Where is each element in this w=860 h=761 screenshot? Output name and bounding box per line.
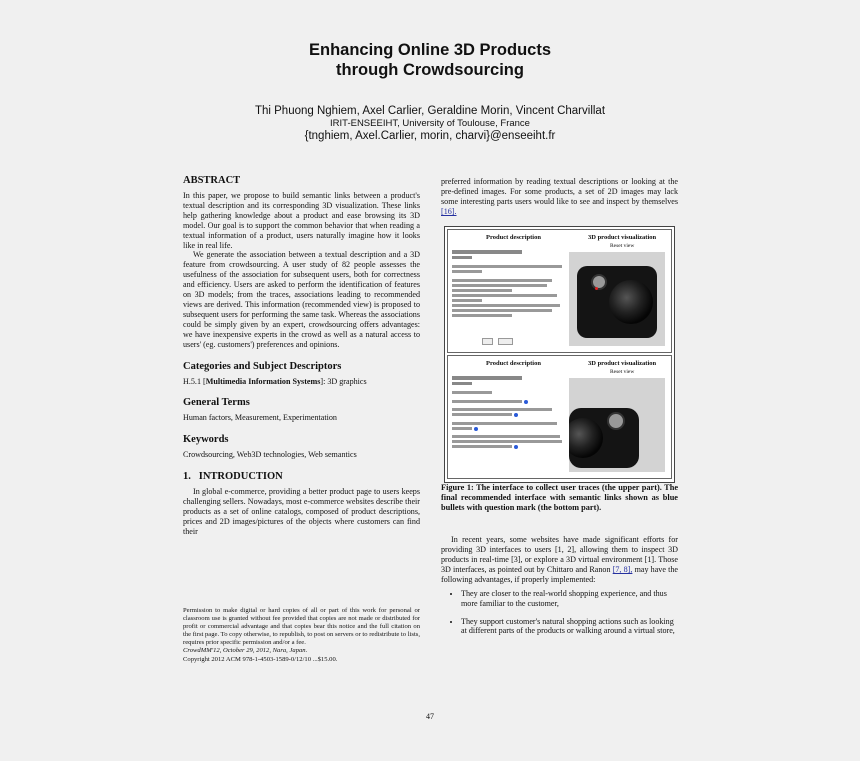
introduction-heading: 1. INTRODUCTION: [183, 471, 283, 483]
text-line: [452, 299, 482, 302]
camera-lens: [609, 280, 653, 324]
top-panel-left-header: Product description: [486, 234, 541, 241]
right-paragraph-1: preferred information by reading textual descriptions or looking at the pre-defined images. For some products, a set of 2D images may lack some interesting parts users would like to see and inspect by themselves [16].: [441, 177, 678, 216]
text-line: [452, 265, 562, 268]
text-line: [452, 256, 472, 259]
paper-title: [0, 40, 860, 80]
text-line: [452, 270, 482, 273]
figure-caption: Figure 1: The interface to collect user traces (the upper part). The final recommended interface with semantic links shown as blue bullets with question mark (the bottom part).: [441, 482, 678, 513]
text-line: [452, 422, 557, 425]
affiliation: IRIT-ENSEEIHT, University of Toulouse, France: [330, 118, 530, 129]
abstract-heading: ABSTRACT: [183, 175, 241, 186]
top-panel-button-1[interactable]: [482, 338, 493, 345]
text-line: [452, 435, 560, 438]
text-line: [452, 413, 512, 416]
bottom-panel-3d-viewer[interactable]: [569, 378, 665, 472]
top-panel-description-scribble: [452, 248, 570, 317]
text-line: [452, 440, 562, 443]
red-marker: [595, 287, 598, 290]
text-line: [452, 376, 522, 380]
copyright-notice: [183, 607, 420, 664]
spacer: [441, 513, 678, 535]
text-line-with-bullet: [452, 427, 570, 433]
keywords-text: Crowdsourcing, Web3D technologies, Web semantics: [183, 450, 357, 460]
figure-1: [444, 226, 675, 483]
text-line: [452, 408, 552, 411]
bottom-panel-reset-view: Reset view: [610, 369, 635, 375]
text-line: [452, 391, 492, 394]
list-item: • They are closer to the real-world shopping experience, and thus more familiar to the customer,: [461, 589, 678, 609]
top-panel-3d-viewer[interactable]: [569, 252, 665, 346]
citation-link-16[interactable]: [16].: [441, 206, 457, 216]
general-terms-text: Human factors, Measurement, Experimentation: [183, 413, 337, 423]
text-line: [452, 400, 522, 403]
title-line-2: through Crowdsourcing: [336, 61, 524, 79]
text-line: [452, 284, 547, 287]
right-paragraph-2: In recent years, some websites have made significant efforts for providing 3D interfaces to users [1, 2], allowing them to inspect 3D products in real-time [3], or explore a 3D virtual environment [1]. Those 3D interfaces, as pointed out by Chittaro and Ranon [7, 8], may have the following advantages, if properly implemented:: [441, 535, 678, 584]
title-line-1: Enhancing Online 3D Products: [308, 41, 552, 59]
left-column: [183, 175, 420, 537]
author-emails: {tnghiem, Axel.Carlier, morin, charvi}@enseeiht.fr: [304, 130, 556, 142]
permission-text: Permission to make digital or hard copies of all or part of this work for personal or classroom use is granted without fee provided that copies are not made or distributed for profit or commercial advantage and that copies bear this notice and the full citation on the first page. To copy otherwise, to republish, to post on servers or to redistribute to lists, requires prior specific permission and/or a fee.: [183, 607, 420, 647]
text-line: [452, 250, 522, 254]
camera-dial: [591, 274, 607, 290]
text-line-with-bullet: [452, 400, 570, 406]
list-item: • They support customer's natural shopping actions such as looking at different parts of the products or walking around a virtual store,: [461, 617, 678, 637]
keywords-heading: Keywords: [183, 434, 229, 446]
text-line: [452, 304, 560, 307]
text-line-with-bullet: [452, 413, 570, 419]
figure-top-panel: [447, 229, 672, 353]
citation-link-7-8[interactable]: [7, 8],: [612, 564, 633, 574]
text-line: [452, 427, 472, 430]
categories-heading: Categories and Subject Descriptors: [183, 360, 342, 372]
categories-text: H.5.1 [Multimedia Information Systems]: 3D graphics: [183, 376, 367, 386]
advantages-list: [441, 589, 678, 637]
text-line: [452, 294, 557, 297]
question-bullet-icon[interactable]: [474, 427, 478, 431]
author-names: Thi Phuong Nghiem, Axel Carlier, Geraldine Morin, Vincent Charvillat: [254, 105, 606, 117]
text-line: [452, 289, 512, 292]
bottom-panel-left-header: Product description: [486, 360, 541, 367]
copyright-line: Copyright 2012 ACM 978-1-4503-1589-0/12/10 ...$15.00.: [183, 655, 338, 663]
top-panel-reset-view: Reset view: [610, 243, 635, 249]
text-line: [452, 445, 512, 448]
top-panel-right-header: 3D product visualization: [588, 234, 657, 241]
abstract-paragraph-1: In this paper, we propose to build semantic links between a product's textual description and its corresponding 3D visualization. These links help gathering knowledge about a product and ease browsing its 3D model. Our goal is to support the common behavior that when reading a textual information of a product, users naturally imagine how it looks like in real life.: [183, 191, 420, 250]
bottom-panel-description-scribble: [452, 374, 570, 451]
question-bullet-icon[interactable]: [524, 400, 528, 404]
text-line: [452, 314, 512, 317]
question-bullet-icon[interactable]: [514, 445, 518, 449]
author-block: [0, 104, 860, 143]
camera-dial: [607, 412, 625, 430]
text-line-with-bullet: [452, 445, 570, 451]
text-line: [452, 309, 552, 312]
question-bullet-icon[interactable]: [514, 413, 518, 417]
top-panel-button-2[interactable]: [498, 338, 513, 345]
general-terms-heading: General Terms: [183, 397, 250, 409]
venue-text: CrowdMM'12, October 29, 2012, Nara, Japan.: [183, 647, 308, 655]
bottom-panel-right-header: 3D product visualization: [588, 360, 657, 367]
introduction-paragraph-1: In global e-commerce, providing a better product page to users keeps challenging sellers. Nowadays, most e-commerce websites describe their products as a set of online catalogs, composed of product descriptions, prices and 2D images/pictures of the objects where customers can find their: [183, 487, 420, 536]
text-line: [452, 279, 552, 282]
figure-bottom-panel: [447, 355, 672, 479]
abstract-paragraph-2: We generate the association between a textual description and a 3D feature from crowdsourcing. A user study of 82 people assesses the usefulness of the association for subsequent users, both for correctness and efficiency. Users are asked to perform the identification of features on 3D models; from the traces, associations leading to recommended views are derived. This information (recommended view) is proposed to subsequent users for performing the same task. Whereas the associations could be simply given by an expert, crowdsourcing offers advantages: we have inexpensive experts in the crowd as well as a natural access to users' (eg. customers') preferences and opinions.: [183, 250, 420, 349]
text-line: [452, 382, 472, 385]
page-number: 47: [426, 712, 434, 721]
